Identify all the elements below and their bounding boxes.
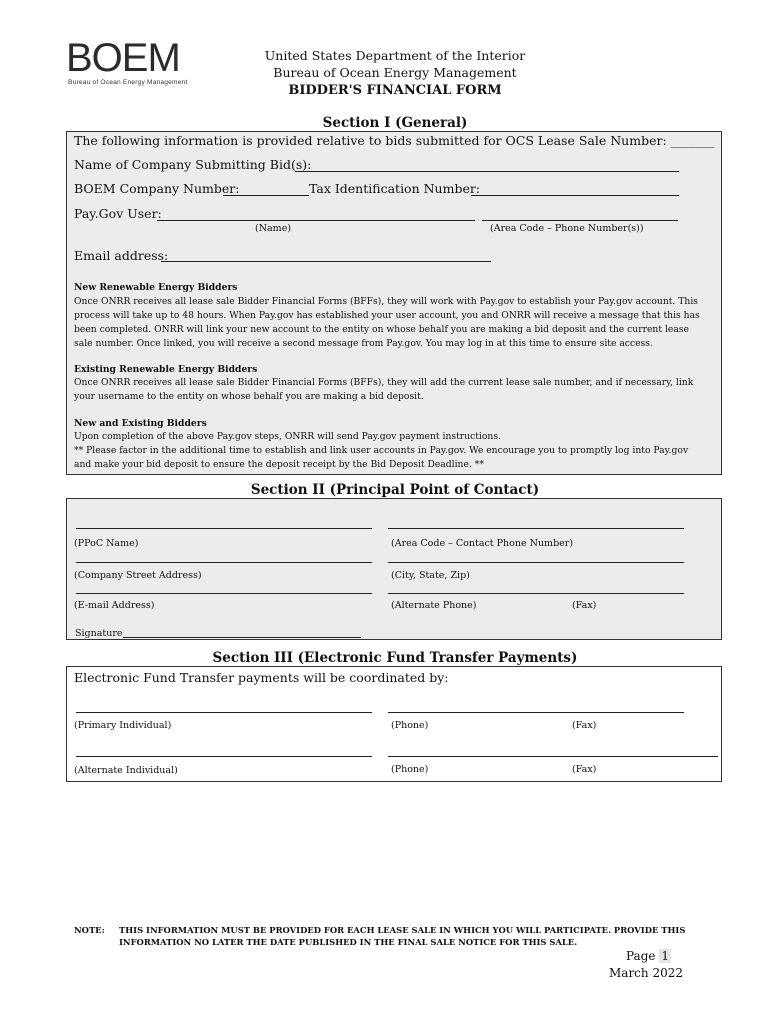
primary-phone-input[interactable] bbox=[388, 712, 684, 713]
bureau-name: Bureau of Ocean Energy Management bbox=[273, 65, 517, 80]
primary-phone-caption: (Phone) bbox=[391, 720, 429, 731]
section-2-box bbox=[66, 498, 722, 640]
page-indicator bbox=[626, 949, 671, 963]
section-2-title: Section II (Principal Point of Contact) bbox=[250, 482, 540, 498]
tax-id-input[interactable] bbox=[471, 195, 679, 196]
tax-id-label: Tax Identification Number: bbox=[309, 181, 481, 196]
form-title: BIDDER'S FINANCIAL FORM bbox=[288, 83, 502, 98]
primary-individual-caption: (Primary Individual) bbox=[74, 720, 172, 731]
alternate-phone-input[interactable] bbox=[388, 593, 684, 594]
new-bidders-text: Once ONRR receives all lease sale Bidder Financial Forms (BFFs), they will work with Pay.gov to establish your Pay.gov account. This process will take up to 48 hours. When Pay.gov has established your user account, you and ONRR will receive a message that this has been completed. ONRR will link your new account to the entity on whose behalf you are making a bid deposit and the current lease sale number. Once linked, you will receive a second message from Pay.gov. You may log in at this time to ensure site access. bbox=[74, 296, 700, 349]
alternate-phone-fax-input[interactable] bbox=[388, 756, 718, 757]
alternate-fax-caption: (Fax) bbox=[572, 764, 597, 775]
page-label: Page bbox=[626, 949, 656, 963]
logo-text: BOEM bbox=[66, 36, 180, 80]
primary-individual-input[interactable] bbox=[76, 712, 372, 713]
section-1-title: Section I (General) bbox=[322, 115, 468, 131]
page-number: 1 bbox=[661, 949, 669, 963]
signature-label: Signature bbox=[75, 628, 123, 639]
existing-bidders-heading: Existing Renewable Energy Bidders bbox=[74, 364, 258, 375]
section-3-title: Section III (Electronic Fund Transfer Payments) bbox=[212, 650, 578, 666]
signature-input[interactable] bbox=[123, 637, 361, 638]
alternate-phone-caption-eft: (Phone) bbox=[391, 764, 429, 775]
contact-phone-caption: (Area Code – Contact Phone Number) bbox=[391, 538, 574, 549]
alternate-phone-caption: (Alternate Phone) bbox=[391, 600, 477, 611]
lease-sale-number-field[interactable]: The following information is provided relative to bids submitted for OCS Lease Sale Number: _______ bbox=[74, 133, 715, 148]
name-caption: (Name) bbox=[255, 223, 292, 234]
company-name-input[interactable] bbox=[295, 171, 679, 172]
alternate-individual-input[interactable] bbox=[76, 756, 372, 757]
note-label: NOTE: bbox=[74, 925, 105, 935]
ppoc-name-caption: (PPoC Name) bbox=[74, 538, 139, 549]
city-state-zip-caption: (City, State, Zip) bbox=[391, 570, 470, 581]
alternate-individual-caption: (Alternate Individual) bbox=[74, 765, 178, 776]
paygov-name-input[interactable] bbox=[157, 220, 475, 221]
email-input[interactable] bbox=[161, 261, 491, 262]
street-address-input[interactable] bbox=[76, 562, 372, 563]
eft-intro: Electronic Fund Transfer payments will be coordinated by: bbox=[74, 670, 449, 685]
phone-caption: (Area Code – Phone Number(s)) bbox=[490, 223, 644, 234]
contact-phone-input[interactable] bbox=[388, 528, 684, 529]
ppoc-email-caption: (E-mail Address) bbox=[74, 600, 155, 611]
department-name: United States Department of the Interior bbox=[264, 48, 526, 63]
note-text: THIS INFORMATION MUST BE PROVIDED FOR EACH LEASE SALE IN WHICH YOU WILL PARTICIPATE. PROVIDE THIS INFORMATION NO LATER THE DATE PUBLISHED IN THE FINAL SALE NOTICE FOR THIS SALE. bbox=[119, 925, 686, 947]
street-address-caption: (Company Street Address) bbox=[74, 570, 202, 581]
ppoc-email-input[interactable] bbox=[76, 593, 372, 594]
existing-bidders-text: Once ONRR receives all lease sale Bidder Financial Forms (BFFs), they will add the current lease sale number, and if necessary, link your username to the entity on whose behalf you are making a bid deposit. bbox=[74, 377, 694, 402]
company-number-label: BOEM Company Number: bbox=[74, 181, 240, 196]
ppoc-name-input[interactable] bbox=[76, 528, 372, 529]
both-bidders-heading: New and Existing Bidders bbox=[74, 418, 207, 429]
primary-fax-caption: (Fax) bbox=[572, 720, 597, 731]
fax-caption: (Fax) bbox=[572, 600, 597, 611]
paygov-phone-input[interactable] bbox=[482, 220, 678, 221]
form-date: March 2022 bbox=[609, 966, 683, 980]
company-number-input[interactable] bbox=[223, 195, 309, 196]
new-bidders-heading: New Renewable Energy Bidders bbox=[74, 282, 238, 293]
company-name-label: Name of Company Submitting Bid(s): bbox=[74, 157, 312, 172]
city-state-zip-input[interactable] bbox=[388, 562, 684, 563]
logo-subtitle: Bureau of Ocean Energy Management bbox=[68, 79, 188, 86]
both-bidders-text: Upon completion of the above Pay.gov steps, ONRR will send Pay.gov payment instructions. ** Please factor in the additional time to establish and link user accounts in Pay.gov. We encourage you to promptly log into Pay.gov and make your bid deposit to ensure the deposit receipt by the Bid Deposit Deadline. ** bbox=[74, 431, 689, 470]
email-label: Email address: bbox=[74, 248, 169, 263]
paygov-user-label: Pay.Gov User: bbox=[74, 206, 162, 221]
